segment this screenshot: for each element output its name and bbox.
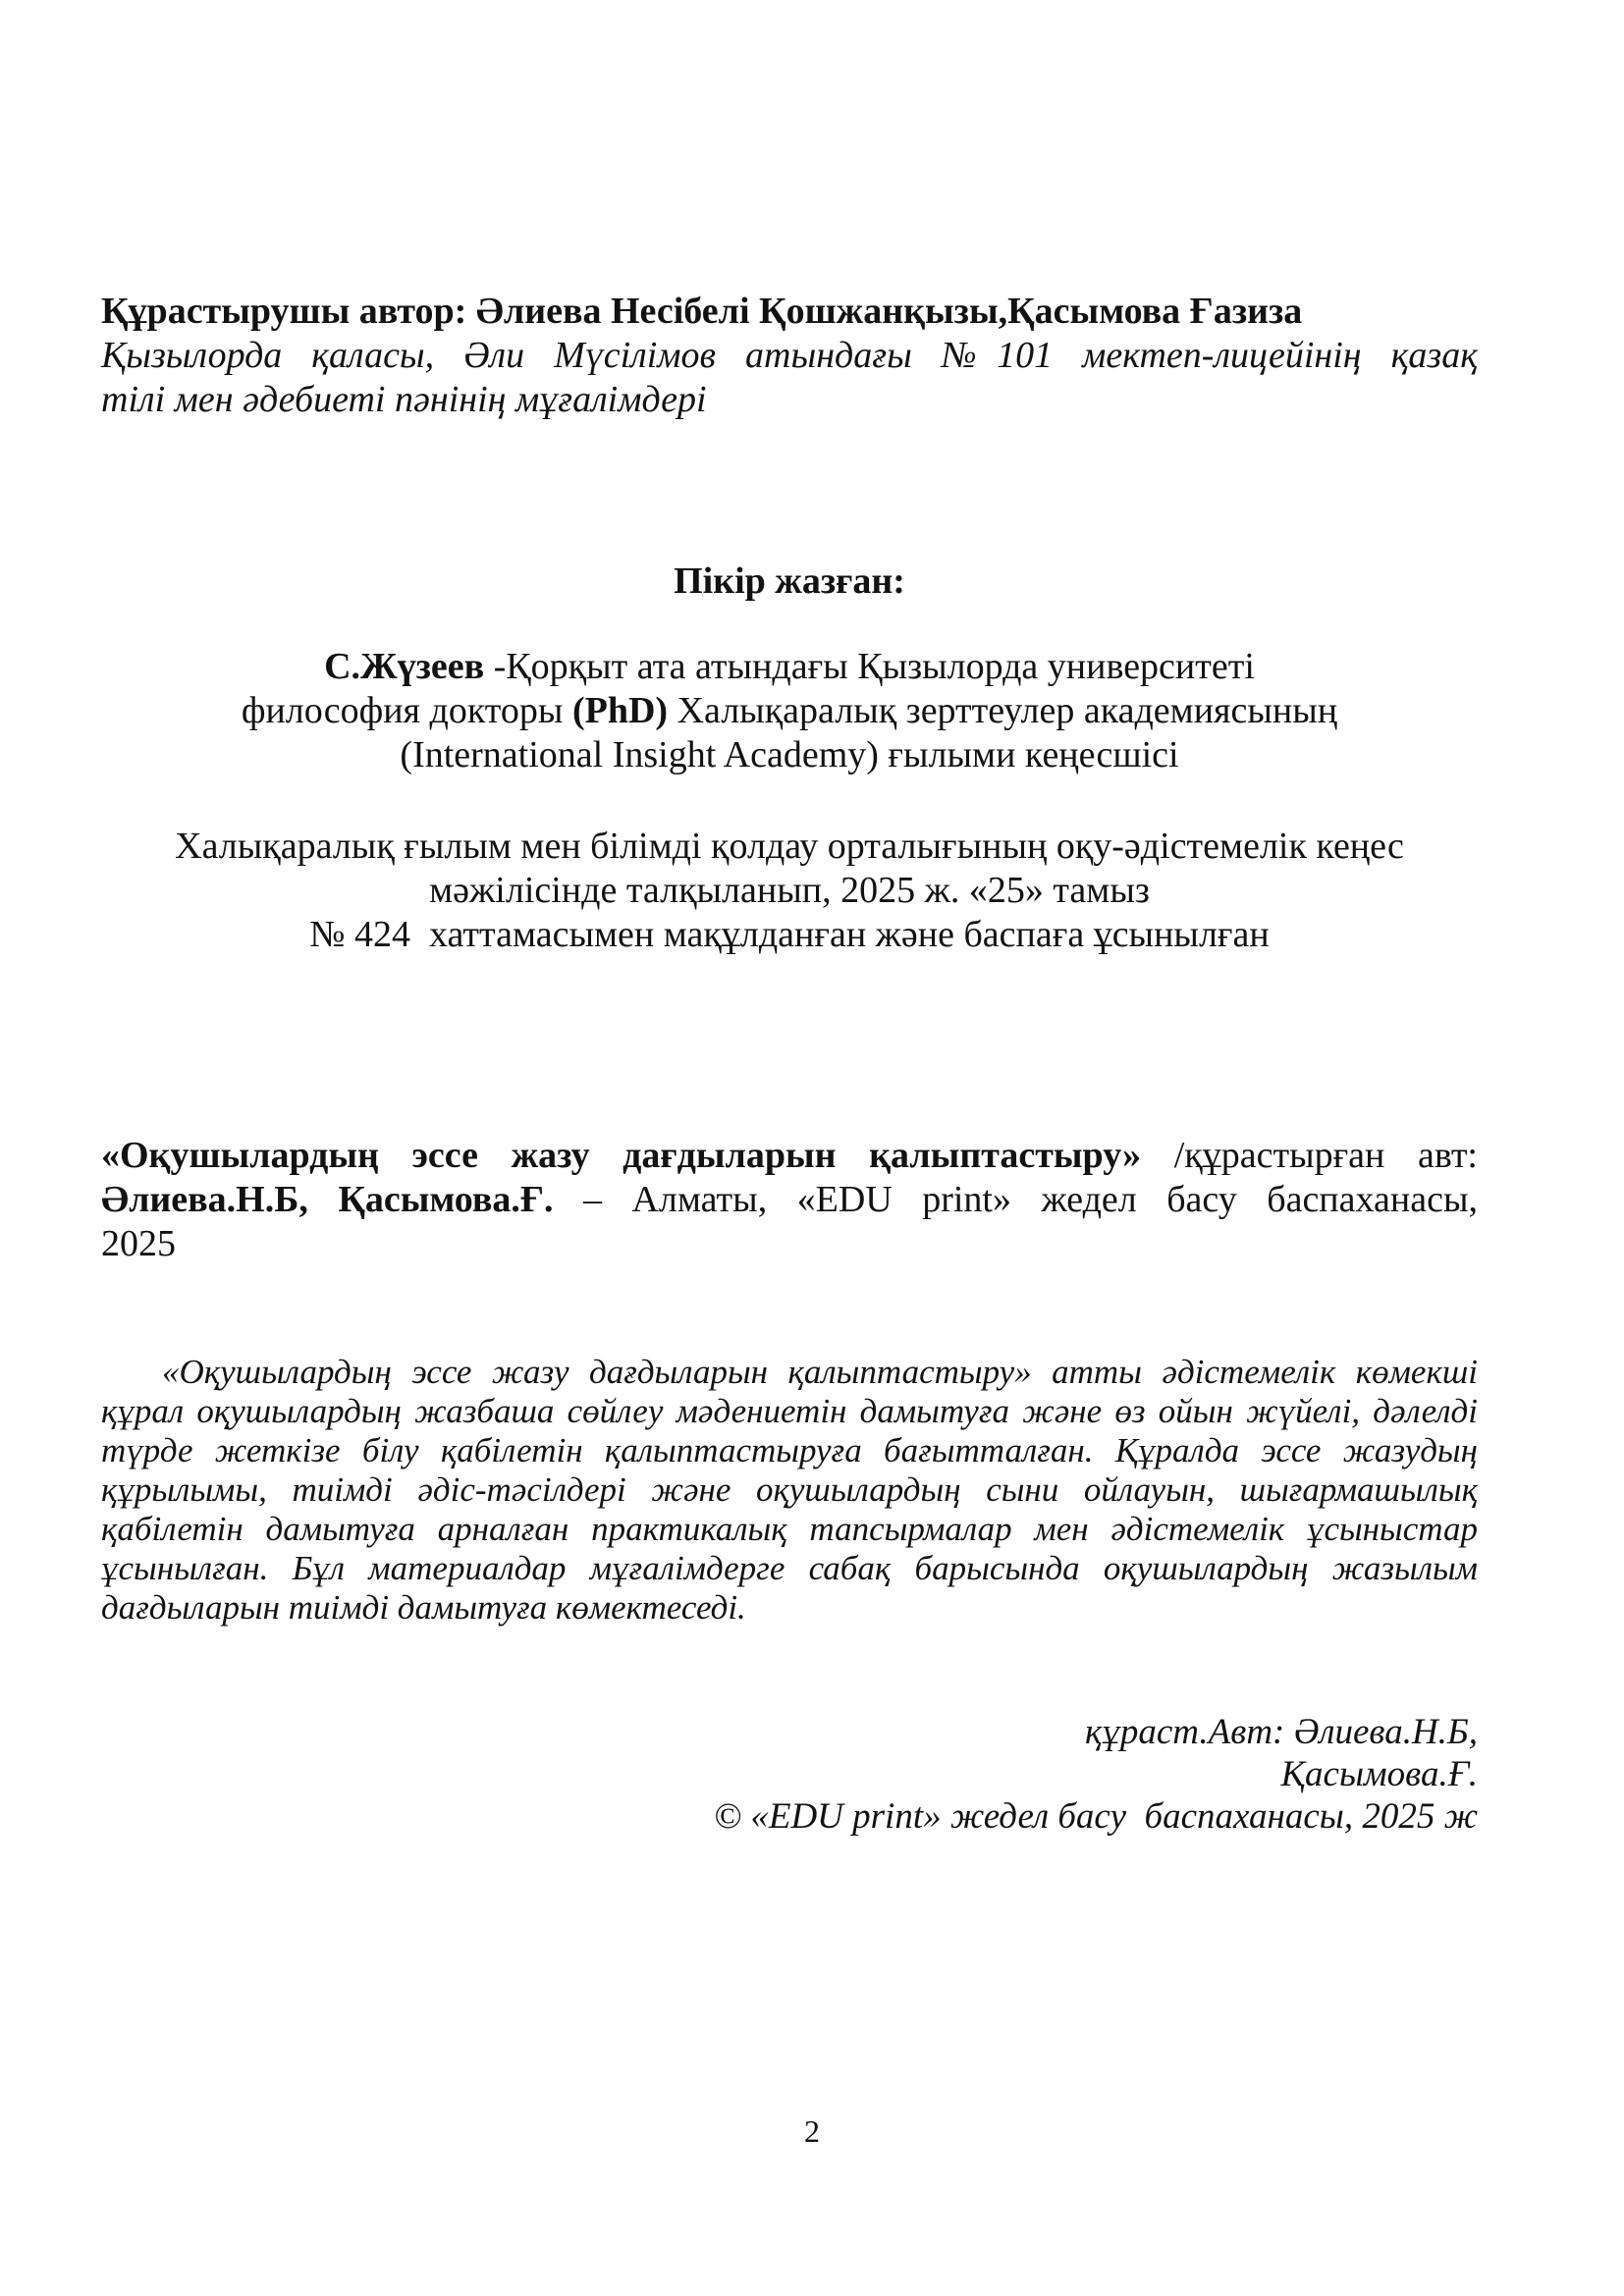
signature-line-3: © «EDU print» жедел басу баспаханасы, 2025 ж bbox=[713, 1796, 1478, 1837]
imprint-line-2-rest: – Алматы, «EDU print» жедел басу баспаханасы, bbox=[553, 1179, 1478, 1220]
author-affiliation-line-2: тілі мен әдебиеті пәнінің мұғалімдері bbox=[101, 379, 707, 420]
imprint-line-1 bbox=[101, 1134, 1478, 1178]
reviewer-line-2-pre: философия докторы bbox=[241, 690, 572, 731]
book-title: «Оқушылардың эссе жазу дағдыларын қалыптастыру» bbox=[101, 1135, 1142, 1176]
reviewer-line-2-rest: Халықаралық зерттеулер академиясының bbox=[668, 690, 1338, 731]
reviewer-heading: Пікір жазған: bbox=[674, 561, 905, 602]
approval-line-2: мәжілісінде талқыланып, 2025 ж. «25» тамыз bbox=[429, 870, 1150, 911]
approval-line-3: № 424 хаттамасымен мақұлданған және баспаға ұсынылған bbox=[309, 914, 1270, 955]
reviewer-line-3: (International Insight Academy) ғылыми кеңесшісі bbox=[400, 734, 1179, 775]
signature-block bbox=[101, 1711, 1478, 1838]
imprint-line-1-rest: /құрастырған авт: bbox=[1141, 1135, 1478, 1176]
reviewer-phd-label: (PhD) bbox=[571, 690, 669, 731]
reviewer-line-2 bbox=[101, 689, 1478, 733]
imprint-block bbox=[101, 1134, 1478, 1266]
signature-line-1: құраст.Авт: Әлиева.Н.Б, bbox=[1085, 1712, 1478, 1752]
author-bold-line: Құрастырушы автор: Әлиева Несібелі Қошжанқызы,Қасымова Ғазиза bbox=[101, 291, 1303, 332]
reviewer-block bbox=[101, 645, 1478, 777]
author-affiliation-line-1: Қызылорда қаласы, Әли Мүсілімов атындағы №101 мектеп-лицейінің қазақ bbox=[101, 335, 1478, 376]
approval-block bbox=[101, 825, 1478, 957]
reviewer-line-1-rest: -Қорқыт ата атындағы Қызылорда университеті bbox=[484, 646, 1255, 687]
imprint-authors: Әлиева.Н.Б, Қасымова.Ғ. bbox=[101, 1179, 554, 1220]
reviewer-line-1 bbox=[101, 645, 1478, 689]
author-block bbox=[101, 290, 1478, 422]
page-number: 2 bbox=[804, 2113, 820, 2149]
imprint-year: 2025 bbox=[101, 1223, 176, 1264]
signature-line-2: Қасымова.Ғ. bbox=[1280, 1754, 1478, 1794]
annotation-paragraph: «Оқушылардың эссе жазу дағдыларын қалыптастыру» атты әдістемелік көмекші құрал оқушылардың жазбаша сөйлеу мәдениетін дамытуға және өз ойын жүйелі, дәлелді түрде жеткізе білу қабілетін қалыптастыруға бағытталған. Құралда эссе жазудың құрылымы, тиімді әдіс-тәсілдері және оқушылардың сыни ойлауын, шығармашылық қабілетін дамытуға арналған практикалық тапсырмалар мен әдістемелік ұсыныстар ұсынылған. Бұл материалдар мұғалімдерге сабақ барысында оқушылардың жазылым дағдыларын тиімді дамытуға көмектеседі. bbox=[101, 1353, 1478, 1627]
approval-line-1: Халықаралық ғылым мен білімді қолдау орталығының оқу-әдістемелік кеңес bbox=[175, 826, 1404, 867]
reviewer-name: С.Жүзеев bbox=[324, 646, 485, 687]
imprint-line-2 bbox=[101, 1178, 1478, 1222]
